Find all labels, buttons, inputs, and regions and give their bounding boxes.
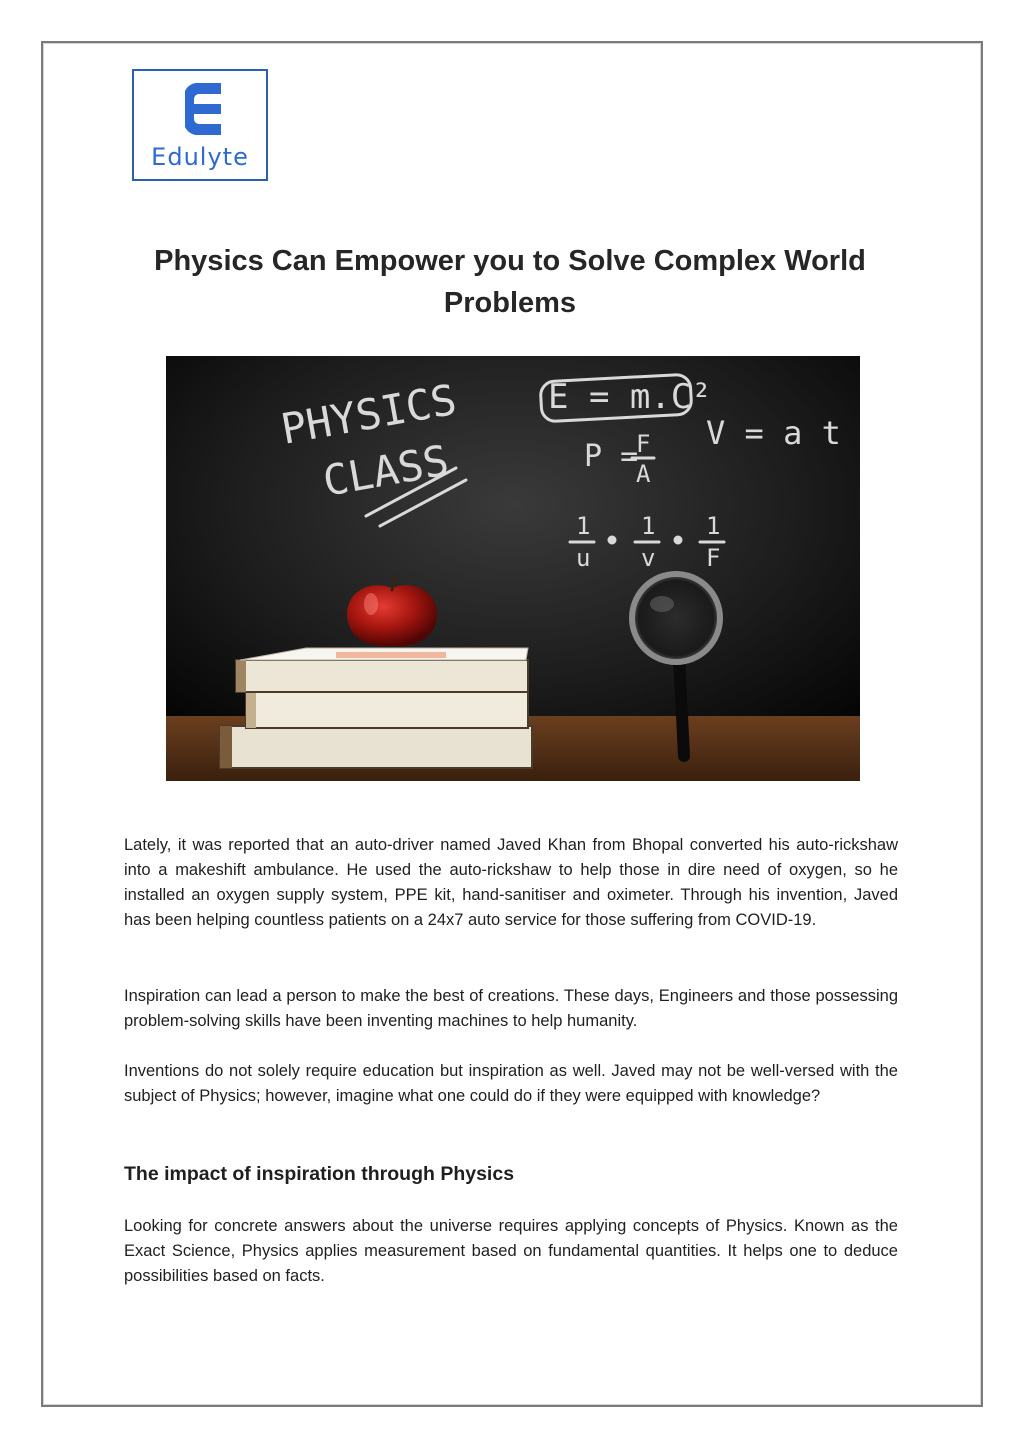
chalk-lens-u: u <box>576 544 591 572</box>
edulyte-logo[interactable] <box>132 69 268 181</box>
chalk-lens-f: F <box>706 544 721 572</box>
article-paragraph: Inspiration can lead a person to make the best of creations. These days, Engineers and those possessing problem-solving skills have been inventing machines to help humanity. <box>124 987 898 1030</box>
chalk-energy-formula: E = m.C² <box>548 377 712 417</box>
article-title: Physics Can Empower you to Solve Complex World Problems <box>154 245 866 319</box>
chalk-lens-one-a: 1 <box>576 512 591 540</box>
chalk-physics-text: PHYSICS <box>277 374 461 454</box>
chalk-class-text: CLASS <box>319 435 453 506</box>
hero-image <box>166 356 860 781</box>
chalk-pressure-numerator: F <box>636 430 651 458</box>
chalk-lens-v: v <box>641 544 656 572</box>
logo-wordmark: Edulyte <box>151 143 249 171</box>
article-paragraph: Looking for concrete answers about the universe requires applying concepts of Physics. Known as the Exact Science, Physics applies measurement based on fundamental quantities. It helps one to deduce possibilities based on facts. <box>124 1217 898 1285</box>
chalk-lens-one-b: 1 <box>641 512 656 540</box>
article-paragraph: Lately, it was reported that an auto-driver named Javed Khan from Bhopal converted his auto-rickshaw into a makeshift ambulance. He used the auto-rickshaw to help those in dire need of oxygen, so he installed an oxygen supply system, PPE kit, hand-sanitiser and oximeter. Through his invention, Javed has been helping countless patients on a 24x7 auto service for those suffering from COVID-19. <box>124 836 898 929</box>
chalk-pressure-lhs: P = <box>584 439 639 474</box>
chalk-velocity-formula: V = a t <box>706 414 841 452</box>
article-paragraph: Inventions do not solely require education but inspiration as well. Javed may not be well-versed with the subject of Physics; however, imagine what one could do if they were equipped with knowledge? <box>124 1062 898 1105</box>
edulyte-e-mark-icon <box>177 81 225 137</box>
book-stack <box>220 648 532 768</box>
chalk-lens-one-c: 1 <box>706 512 721 540</box>
section-heading: The impact of inspiration through Physics <box>124 1163 515 1185</box>
chalk-pressure-denominator: A <box>636 460 651 488</box>
